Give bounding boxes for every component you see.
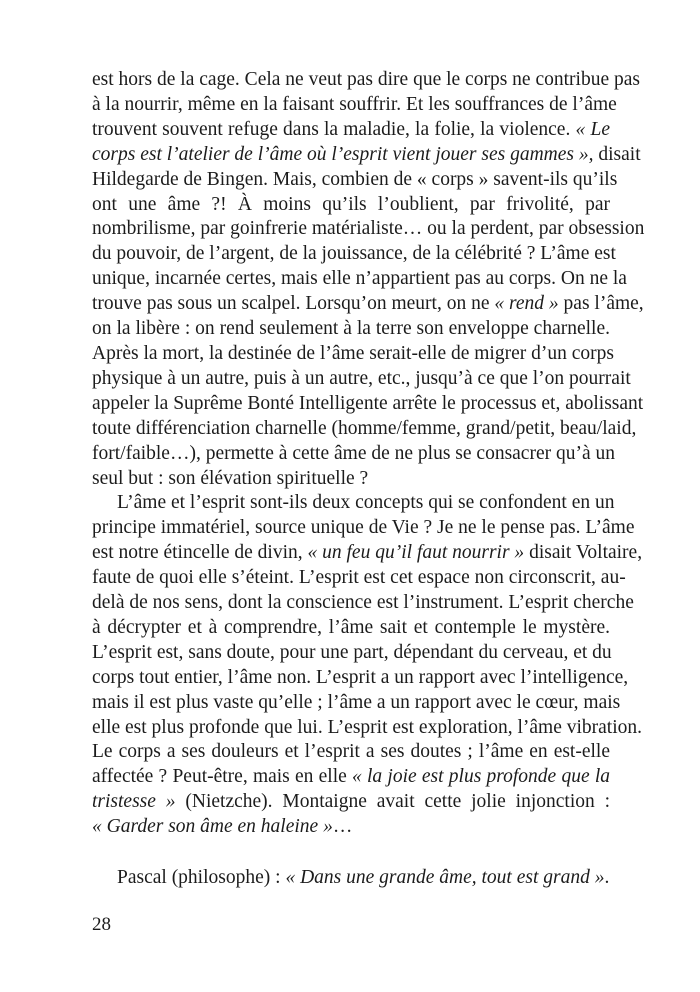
text-line: physique à un autre, puis à un autre, etc., jusqu’à ce que l’on pourrait [92, 367, 631, 389]
italic-quote: « Garder son âme en haleine » [92, 816, 333, 838]
italic-quote: « la joie est plus profonde que la [352, 766, 610, 788]
text-line: seul but : son élévation spirituelle ? [92, 467, 369, 489]
italic-quote: « Dans une grande âme, tout est grand » [285, 867, 605, 889]
text-line: faute de quoi elle s’éteint. L’esprit est cet espace non circonscrit, au- [92, 567, 626, 589]
text-run: … [332, 816, 353, 838]
text-line: L’esprit est, sans doute, pour une part, dépendant du cerveau, et du [92, 641, 612, 663]
text-line: mais il est plus vaste qu’elle ; l’âme a un rapport avec le cœur, mais [92, 691, 621, 713]
italic-quote: « Le [575, 118, 610, 140]
text-line [92, 143, 641, 168]
text-line [92, 541, 643, 566]
text-run: disait Voltaire, [529, 542, 643, 564]
text-line: unique, incarnée certes, mais elle n’appartient pas au corps. On ne la [92, 268, 627, 290]
text-line [92, 292, 644, 317]
italic-quote: « rend » [494, 293, 559, 315]
text-line: elle est plus profonde que lui. L’esprit est exploration, l’âme vibration. [92, 716, 643, 738]
text-line: Le corps a ses douleurs et l’esprit a ses doutes ; l’âme en est-elle [92, 741, 610, 763]
text-line: delà de nos sens, dont la conscience est l’instrument. L’esprit cherche [92, 592, 634, 614]
text-line: ont une âme ?! À moins qu’ils l’oublient, par frivolité, par [92, 193, 610, 215]
text-run: pas l’âme, [563, 293, 644, 315]
text-line: à décrypter et à comprendre, l’âme sait et contemple le mystère. [92, 616, 610, 638]
text-run: trouve pas sous un scalpel. Lorsqu’on meurt, on ne [92, 293, 490, 315]
text-run: est notre étincelle de divin, [92, 542, 303, 564]
text-line: toute différenciation charnelle (homme/femme, grand/petit, beau/laid, [92, 417, 637, 439]
text-run: trouvent souvent refuge dans la maladie, la folie, la violence. [92, 118, 571, 140]
text-line: à la nourrir, même en la faisant souffrir. Et les souffrances de l’âme [92, 93, 617, 115]
pascal-quote [92, 866, 610, 891]
text-run: disait [598, 143, 641, 165]
text-line [92, 118, 610, 143]
text-line: appeler la Suprême Bonté Intelligente arrête le processus et, abolissant [92, 392, 644, 414]
text-line: nombrilisme, par goinfrerie matérialiste… ou la perdent, par obsession [92, 218, 645, 240]
text-line: fort/faible…), permette à cette âme de ne plus se consacrer qu’à un [92, 442, 616, 464]
text-line: Après la mort, la destinée de l’âme serait-elle de migrer d’un corps [92, 342, 614, 364]
page-number: 28 [92, 914, 111, 935]
text-run: (Nietzche). Montaigne avait cette jolie injonction : [185, 791, 611, 813]
text-line: est hors de la cage. Cela ne veut pas dire que le corps ne contribue pas [92, 69, 640, 90]
text-line: L’âme et l’esprit sont-ils deux concepts qui se confondent en un [117, 492, 615, 514]
italic-quote: tristesse » [92, 791, 176, 813]
paragraph-1 [92, 68, 645, 491]
paragraph-2 [92, 491, 643, 840]
text-line [92, 790, 610, 815]
text-line: principe immatériel, source unique de Vie ? Je ne le pense pas. L’âme [92, 517, 635, 539]
quote-attribution: Pascal (philosophe) : [117, 867, 281, 889]
text-line: on la libère : on rend seulement à la terre son enveloppe charnelle. [92, 318, 610, 340]
text-line: du pouvoir, de l’argent, de la jouissance, de la célébrité ? L’âme est [92, 243, 616, 265]
italic-quote: « un feu qu’il faut nourrir » [307, 542, 525, 564]
text-line: corps tout entier, l’âme non. L’esprit a un rapport avec l’intelligence, [92, 666, 629, 688]
quote-period: . [604, 867, 610, 889]
text-line [92, 765, 610, 790]
italic-quote: corps est l’atelier de l’âme où l’esprit vient jouer ses gammes », [92, 143, 594, 165]
page-body [92, 68, 645, 891]
text-run: affectée ? Peut-être, mais en elle [92, 766, 347, 788]
text-line: Hildegarde de Bingen. Mais, combien de « corps » savent-ils qu’ils [92, 168, 618, 190]
text-line [92, 815, 610, 840]
